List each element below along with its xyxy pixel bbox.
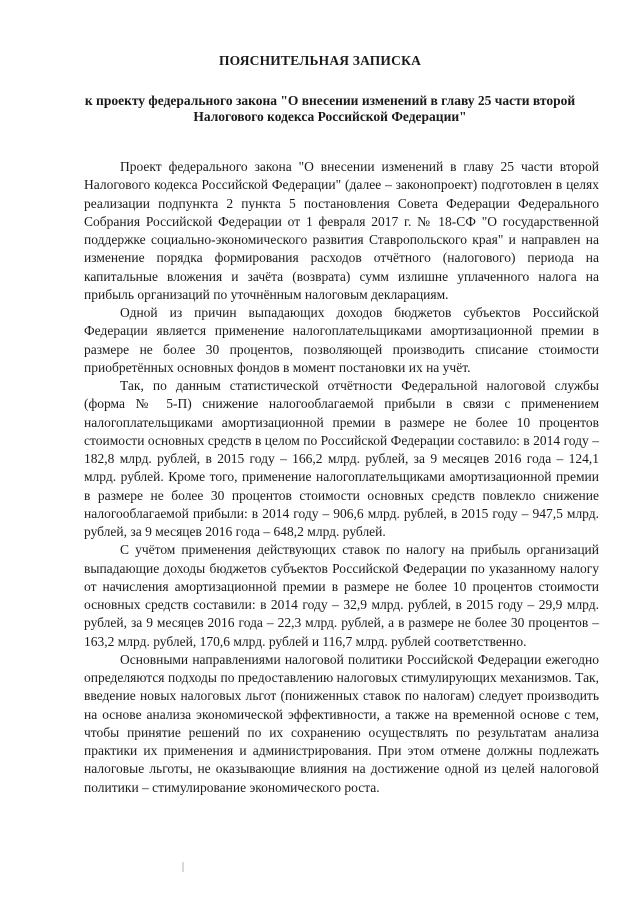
paragraph-2: Одной из причин выпадающих доходов бюджетов субъектов Российской Федерации является применение налогоплательщиками амортизационной премии в размере не более 30 процентов, позволяющей производить списание стоимости приобретённых основных фондов в момент постановки их на учёт. — [84, 305, 599, 375]
paragraph-4: С учётом применения действующих ставок по налогу на прибыль организаций выпадающие доходы бюджетов субъектов Российской Федерации по указанному налогу от начисления амортизационной премии в размере не более 10 процентов стоимости основных средств составили: в 2014 году – 32,9 млрд. рублей, в 2015 году – 29,9 млрд. рублей, за 9 месяцев 2016 года – 22,3 млрд. рублей, а в размере не более 30 процентов – 163,2 млрд. рублей, 170,6 млрд. рублей и 116,7 млрд. рублей соответственно. — [84, 542, 599, 649]
document-body — [84, 158, 599, 797]
scan-artifact — [182, 862, 184, 872]
document-title: ПОЯСНИТЕЛЬНАЯ ЗАПИСКА — [218, 53, 422, 68]
paragraph-3: Так, по данным статистической отчётности Федеральной налоговой службы (форма № 5-П) снижение налогооблагаемой прибыли в связи с применением налогоплательщиками амортизационной премии в размере не более 10 процентов стоимости основных средств в целом по Российской Федерации составило: в 2014 году – 182,8 млрд. рублей, в 2015 году – 166,2 млрд. рублей, за 9 месяцев 2016 года – 124,1 млрд. рублей. Кроме того, применение налогоплательщиками амортизационной премии в размере не более 30 процентов стоимости основных средств повлекло снижение налогооблагаемой прибыли: в 2014 году – 906,6 млрд. рублей, в 2015 году – 947,5 млрд. рублей, за 9 месяцев 2016 года – 648,2 млрд. рублей. — [84, 378, 599, 539]
document-subtitle: к проекту федерального закона "О внесении изменений в главу 25 части второй Налогового кодекса Российской Федерации" — [84, 93, 576, 124]
paragraph-5: Основными направлениями налоговой политики Российской Федерации ежегодно определяются подходы по предоставлению налоговых стимулирующих механизмов. Так, введение новых налоговых льгот (пониженных ставок по налогам) следует производить на основе анализа экономической эффективности, а также на временной основе с тем, чтобы принятие решений по их сохранению осуществлять по результатам анализа практики их применения и администрирования. При этом отмене должны подлежать налоговые льготы, не оказывающие влияния на достижение одной из целей налоговой политики – стимулирование экономического роста. — [84, 651, 599, 795]
paragraph-1: Проект федерального закона "О внесении изменений в главу 25 части второй Налогового кодекса Российской Федерации" (далее – законопроект) подготовлен в целях реализации подпункта 2 пункта 5 постановления Совета Федерации Федерального Собрания Российской Федерации от 1 февраля 2017 г. № 18-СФ "О государственной поддержке социально-экономического развития Ставропольского края" и направлен на изменение порядка формирования расходов отчётного (налогового) периода на капитальные вложения и зачёта (возврата) сумм излишне уплаченного налога на прибыль организаций по уточнённым налоговым декларациям. — [84, 159, 599, 302]
